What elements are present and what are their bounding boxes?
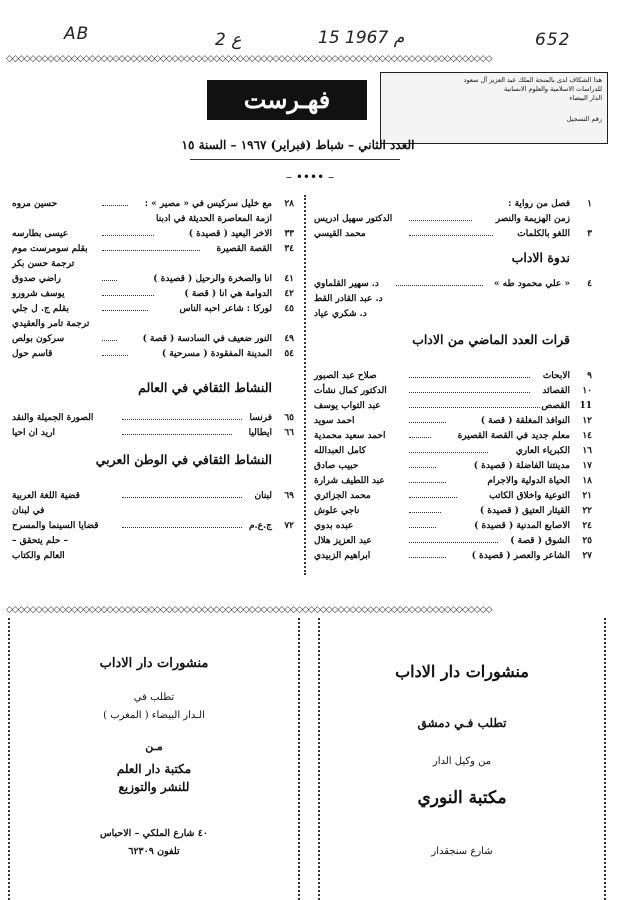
index-row [12, 318, 294, 331]
entry-author: الدكتور كمال نشأت [314, 386, 387, 396]
entry-title: القصائد [542, 386, 570, 396]
entry-title: لبنان [254, 491, 272, 501]
leader-dots [409, 385, 530, 393]
ad-left-line: تطلب في [133, 692, 175, 703]
page-number: ٦٥ [284, 413, 294, 423]
entry-title: معلم جديد في القصة القصيرة [457, 431, 570, 441]
ad-left-line: الـدار البيضاء ( المغرب ) [103, 710, 205, 721]
index-row [12, 535, 294, 548]
index-row [314, 213, 592, 226]
page-number: ٧٢ [284, 521, 294, 531]
leader-dots [409, 445, 488, 453]
handwritten-code-right: 652 [535, 30, 571, 50]
page-number: ١٦ [582, 446, 592, 456]
entry-title: القيثار العتيق ( قصيدة ) [479, 506, 570, 516]
index-row [12, 258, 294, 271]
handwritten-code-mid: 2 ع [215, 30, 242, 50]
index-row [12, 303, 294, 316]
index-row [314, 505, 592, 518]
entry-author: حبيب صادق [314, 461, 359, 471]
ad-left-bookshop-sub: للنشر والتوزيع [118, 780, 190, 794]
page-number: ١٧ [582, 461, 592, 471]
index-row [314, 490, 592, 503]
ad-left-border-left [8, 618, 10, 900]
handwritten-date: 15 م 1967 [318, 28, 405, 48]
entry-author: الصورة الجميلة والنقد [12, 413, 94, 423]
leader-dots [409, 430, 431, 438]
leader-dots [409, 460, 436, 468]
entry-author: عبد التواب يوسف [314, 401, 381, 411]
leader-dots [122, 520, 242, 528]
ad-right-line: من وكيل الدار [432, 756, 492, 767]
page-number: ٢٤ [582, 521, 592, 531]
ad-left-title: منشورات دار الاداب [99, 656, 209, 671]
entry-title: النور ضعيف في السادسة ( قصة ) [142, 334, 272, 344]
index-row [12, 213, 294, 226]
stamp-registration: رقم التسجيل [566, 115, 602, 123]
leader-dots [102, 348, 128, 356]
library-stamp [380, 72, 608, 144]
issue-line: العدد الثاني – شباط (فبراير) ١٩٦٧ – السنة ١٥ [181, 138, 415, 152]
entry-title: فرنسا [249, 413, 272, 423]
entry-author: ترجمة تامر والعقيدي [12, 319, 90, 329]
entry-author: احمد سويد [314, 416, 355, 426]
page-number: ٤٩ [284, 334, 294, 344]
leader-dots [409, 213, 472, 221]
contents-banner: فهـرست [207, 80, 367, 120]
entry-author: قضايا السينما والمسرح [12, 521, 99, 531]
page-number: ١ [587, 199, 592, 209]
section-heading: النشاط الثقافي في الوطن العربي [95, 452, 272, 467]
page-number: ٣٣ [284, 229, 294, 239]
leader-dots [102, 333, 117, 341]
entry-author: صلاح عبد الصبور [314, 371, 377, 381]
entry-title: ايطاليا [248, 428, 272, 438]
section-heading: ندوة الاداب [511, 250, 570, 265]
leader-dots [102, 273, 117, 281]
index-row [12, 550, 294, 563]
entry-title: زمن الهزيمة والنصر [495, 214, 570, 224]
page-number: ٦٦ [284, 428, 294, 438]
entry-title: الابحاث [542, 371, 570, 381]
page-number: ٤ [587, 279, 592, 289]
page-number: ٢١ [582, 491, 592, 501]
entry-title: النوافذ المغلقة ( قصة ) [480, 416, 570, 426]
entry-title: الحياة الدولية والاجرام [487, 476, 570, 486]
entry-author: يوسف شرورو [12, 289, 65, 299]
entry-author: محمد الجزائري [314, 491, 371, 501]
entry-author: قضية اللغة العربية [12, 491, 80, 501]
leader-dots [409, 490, 457, 498]
ad-divider-left [298, 618, 300, 900]
index-row [12, 273, 294, 286]
entry-author: بقلم ج. ل جلي [12, 304, 69, 314]
entry-author: كامل العبدالله [314, 446, 366, 456]
entry-author: الدكتور سهيل ادريس [314, 214, 393, 224]
page-number: ٢٧ [582, 551, 592, 561]
entry-title: « علي محمود طه » [493, 279, 570, 289]
index-row [12, 198, 294, 211]
index-row [12, 228, 294, 241]
index-row [314, 430, 592, 443]
entry-title: الشوق ( قصة ) [510, 536, 570, 546]
index-row [314, 293, 592, 306]
entry-title: المدينة المفقودة ( مسرحية ) [161, 349, 272, 359]
entry-title: القصة القصيرة [216, 244, 272, 254]
leader-dots [409, 228, 493, 236]
index-row [314, 400, 592, 413]
entry-title: ج.ع.م [248, 521, 272, 531]
entry-author: ناجي علوش [314, 506, 360, 516]
stamp-line: هدا الشكاف لدى بالمنحة الملك عبد العزيز آل سعود [463, 76, 602, 84]
page-number: ١٤ [582, 431, 592, 441]
index-row [314, 550, 592, 563]
entry-title: فصل من رواية : [508, 199, 570, 209]
page-number: 11 [579, 401, 592, 411]
leader-dots [102, 288, 154, 296]
leader-dots [102, 228, 154, 236]
page-number: ٢٢ [582, 506, 592, 516]
index-row [314, 475, 592, 488]
page-number: ٤٢ [284, 289, 294, 299]
index-row [12, 333, 294, 346]
entry-author: د. شكري عياد [314, 309, 367, 319]
leader-dots [409, 400, 540, 408]
handwritten-code-left: AB [64, 24, 90, 44]
entry-title: مع خليل سركيس في « مصير » : [144, 199, 272, 209]
index-row [314, 415, 592, 428]
entry-author: حسين مروه [12, 199, 58, 209]
index-row [314, 385, 592, 398]
page-number: ٥٤ [284, 349, 294, 359]
page-number: ٤٥ [284, 304, 294, 314]
stamp-line: للدراسات الاسلامية والعلوم الانسانية [504, 85, 602, 93]
issue-underline [190, 159, 400, 160]
index-row [314, 308, 592, 321]
entry-title: مدينتنا الفاضلة ( قصيدة ) [473, 461, 570, 471]
ornament: – •••• – [286, 170, 334, 184]
right-column [314, 198, 592, 578]
index-row [12, 505, 294, 518]
entry-title: انا والصخرة والرحيل ( قصيدة ) [153, 274, 272, 284]
ad-right-street: شارع سنجقدار [431, 846, 493, 857]
index-row [314, 535, 592, 548]
ad-left-address: ٤٠ شارع الملكي – الاحباس [100, 828, 208, 839]
ad-right [322, 620, 602, 896]
entry-author: د. عبد القادر القط [314, 294, 383, 304]
column-divider [304, 195, 306, 575]
leader-dots [396, 278, 483, 286]
index-row [314, 198, 592, 211]
entry-title: الكبرياء العاري [515, 446, 570, 456]
section-heading: النشاط الثقافي في العالم [138, 380, 272, 395]
ad-left-line: مـن [145, 740, 163, 753]
entry-author: راضي صدوق [12, 274, 61, 284]
index-row [314, 278, 592, 291]
ad-left-bookshop: مكتبة دار العلم [116, 762, 192, 776]
entry-title: القصص [541, 401, 570, 411]
entry-author: محمد القيسي [314, 229, 366, 239]
entry-title: الشاعر والعصر ( قصيدة ) [471, 551, 570, 561]
index-row [314, 370, 592, 383]
entry-author: في لبنان [12, 506, 45, 516]
index-row [12, 288, 294, 301]
leader-dots [409, 550, 446, 558]
index-row [12, 427, 294, 440]
index-row [12, 412, 294, 425]
leader-dots [122, 427, 232, 435]
leader-dots [409, 370, 530, 378]
page-number: ١٨ [582, 476, 592, 486]
entry-title: اللغو بالكلمات [517, 229, 570, 239]
page-number: ٢٨ [284, 199, 294, 209]
page-number: ٩ [587, 371, 592, 381]
leader-dots [102, 198, 128, 206]
index-row [12, 490, 294, 503]
leader-dots [409, 535, 498, 543]
page-number: ٦٩ [284, 491, 294, 501]
entry-author: عبد اللطيف شرارة [314, 476, 385, 486]
entry-title: لوركا : شاعر احبه الناس [179, 304, 272, 314]
entry-author: عبد العزيز هلال [314, 536, 372, 546]
ad-divider-right [318, 618, 320, 900]
entry-title: ازمة المعاصرة الحديثة في ادبنا [156, 214, 272, 224]
entry-title: التوعية واخلاق الكاتب [489, 491, 570, 501]
ad-right-border-right [604, 618, 606, 900]
page-number: ١٢ [582, 416, 592, 426]
page-number: ٣٤ [284, 244, 294, 254]
ad-left [12, 620, 296, 896]
leader-dots [102, 243, 200, 251]
top-ornamental-border: ◇◇◇◇◇◇◇◇◇◇◇◇◇◇◇◇◇◇◇◇◇◇◇◇◇◇◇◇◇◇◇◇◇◇◇◇◇◇◇◇◇◇◇◇◇◇◇◇◇◇◇◇◇◇◇◇◇◇◇◇◇◇◇◇◇◇◇◇◇◇◇◇◇◇◇◇◇◇◇◇◇◇ [6, 55, 492, 63]
left-column [12, 198, 294, 578]
entry-title: الدوامة هي انا ( قصة ) [184, 289, 272, 299]
entry-author: عبده بدوي [314, 521, 354, 531]
entry-author: اريد ان احيا [12, 428, 55, 438]
index-row [314, 228, 592, 241]
leader-dots [122, 412, 242, 420]
page-number: ٢٥ [582, 536, 592, 546]
index-row [12, 520, 294, 533]
entry-author: عيسى بطارسه [12, 229, 69, 239]
entry-title: الاخر البعيد ( قصيدة ) [188, 229, 272, 239]
ad-left-phone: تلفون ٦٢٣٠٩ [128, 846, 180, 857]
leader-dots [409, 505, 441, 513]
leader-dots [102, 303, 148, 311]
entry-author: العالم والكتاب [12, 551, 65, 561]
entry-author: بقلم سومرست موم [12, 244, 88, 254]
entry-author: – حلم يتحقق – [12, 536, 69, 546]
stamp-line: الدار البيضاء [569, 94, 602, 102]
entry-author: د. سهير القلماوي [314, 279, 379, 289]
page-number: ٣ [587, 229, 592, 239]
leader-dots [409, 520, 436, 528]
page-number: ٤١ [284, 274, 294, 284]
entry-author: احمد سعيد محمدية [314, 431, 386, 441]
ad-right-bookshop: مكتبة النوري [417, 788, 507, 808]
index-row [314, 520, 592, 533]
index-row [12, 243, 294, 256]
entry-author: ابراهيم الزبيدي [314, 551, 371, 561]
index-row [314, 445, 592, 458]
entry-author: قاسم حول [12, 349, 53, 359]
index-row [314, 460, 592, 473]
leader-dots [122, 490, 242, 498]
leader-dots [409, 475, 446, 483]
page-number: ١٠ [582, 386, 592, 396]
ad-right-line: تطلب فـي دمشق [417, 716, 507, 730]
entry-title: الاصابع المدنية ( قصيدة ) [474, 521, 570, 531]
entry-author: ترجمة حسن بكر [12, 259, 75, 269]
ad-right-title: منشورات دار الاداب [395, 662, 529, 681]
entry-author: سركون بولص [12, 334, 65, 344]
leader-dots [409, 415, 446, 423]
section-heading: قرات العدد الماضي من الاداب [412, 332, 570, 347]
middle-ornamental-border: ◇◇◇◇◇◇◇◇◇◇◇◇◇◇◇◇◇◇◇◇◇◇◇◇◇◇◇◇◇◇◇◇◇◇◇◇◇◇◇◇◇◇◇◇◇◇◇◇◇◇◇◇◇◇◇◇◇◇◇◇◇◇◇◇◇◇◇◇◇◇◇◇◇◇◇◇◇◇◇◇◇◇ [6, 606, 492, 614]
index-row [12, 348, 294, 361]
